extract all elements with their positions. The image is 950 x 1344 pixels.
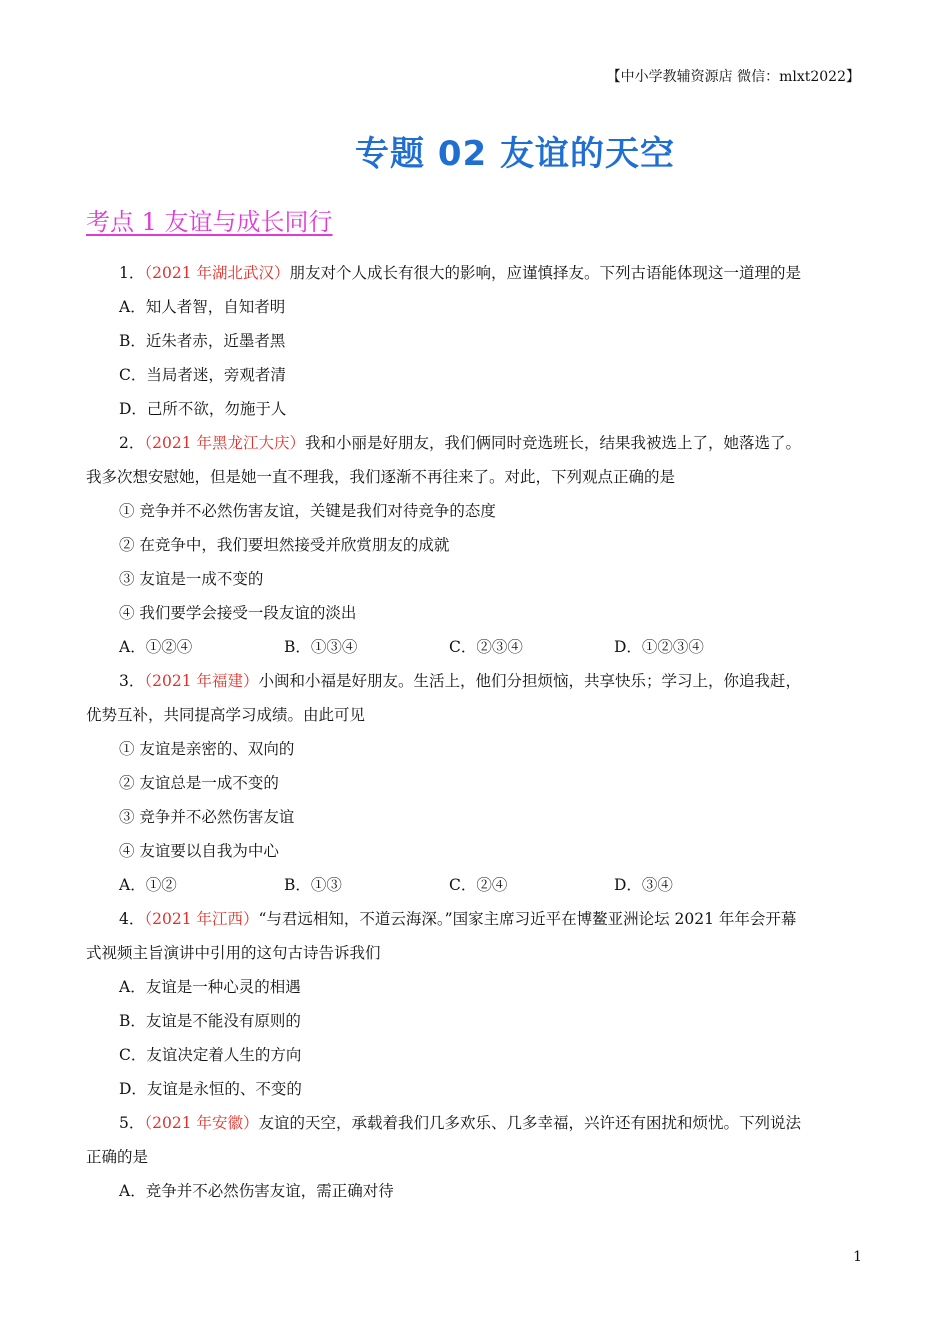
question-2-options: A．①②④ B．①③④ C．②③④ D．①②③④ xyxy=(119,638,704,656)
page-number: 1 xyxy=(853,1249,862,1265)
option-a: A．竞争并不必然伤害友谊，需正确对待 xyxy=(119,1182,394,1200)
statement-item: ③ 友谊是一成不变的 xyxy=(119,570,264,588)
statement-item: ① 友谊是亲密的、双向的 xyxy=(119,740,295,758)
statement-item: ② 在竞争中，我们要坦然接受并欣赏朋友的成就 xyxy=(119,536,450,554)
question-2-stem-cont: 我多次想安慰她，但是她一直不理我，我们逐渐不再往来了。对此，下列观点正确的是 xyxy=(86,468,676,486)
question-1-stem: 1．（2021 年湖北武汉）朋友对个人成长有很大的影响，应谨慎择友。下列古语能体现这一道理的是 xyxy=(119,264,802,282)
statement-item: ② 友谊总是一成不变的 xyxy=(119,774,279,792)
question-5-stem: 5．（2021 年安徽）友谊的天空，承载着我们几多欢乐、几多幸福，兴许还有困扰和烦忧。下列说法 xyxy=(119,1114,802,1132)
question-3-stem: 3．（2021 年福建）小闽和小福是好朋友。生活上，他们分担烦恼，共享快乐；学习上，你追我赶， xyxy=(119,672,802,690)
question-4-stem-cont: 式视频主旨演讲中引用的这句古诗告诉我们 xyxy=(86,944,381,962)
question-source: （2021 年湖北武汉） xyxy=(144,264,290,282)
section-title: 考点 1 友谊与成长同行 xyxy=(86,208,333,236)
header-note: 【中小学教辅资源店 微信：mlxt2022】 xyxy=(606,69,860,85)
option-c: C．友谊决定着人生的方向 xyxy=(119,1046,302,1064)
question-source: （2021 年福建） xyxy=(144,672,259,690)
question-source: （2021 年江西） xyxy=(144,910,259,928)
statement-item: ④ 我们要学会接受一段友谊的淡出 xyxy=(119,604,357,622)
option-d: D．友谊是永恒的、不变的 xyxy=(119,1080,302,1098)
option-a: A．友谊是一种心灵的相遇 xyxy=(119,978,301,996)
question-4-stem: 4．（2021 年江西）“与君远相知，不道云海深。”国家主席习近平在博鳌亚洲论坛 2021 年年会开幕 xyxy=(119,910,797,928)
question-3-stem-cont: 优势互补，共同提高学习成绩。由此可见 xyxy=(86,706,366,724)
option-d: D．己所不欲，勿施于人 xyxy=(119,400,287,418)
question-3-options: A．①② B．①③ C．②④ D．③④ xyxy=(119,876,673,894)
option-b: B．友谊是不能没有原则的 xyxy=(119,1012,301,1030)
question-source: （2021 年黑龙江大庆） xyxy=(144,434,305,452)
option-c: C．当局者迷，旁观者清 xyxy=(119,366,286,384)
statement-item: ④ 友谊要以自我为中心 xyxy=(119,842,279,860)
statement-item: ① 竞争并不必然伤害友谊，关键是我们对待竞争的态度 xyxy=(119,502,496,520)
question-5-stem-cont: 正确的是 xyxy=(86,1148,149,1166)
question-source: （2021 年安徽） xyxy=(144,1114,259,1132)
page-title: 专题 02 友谊的天空 xyxy=(355,134,675,174)
question-2-stem: 2．（2021 年黑龙江大庆）我和小丽是好朋友，我们俩同时竞选班长，结果我被选上了，她落选了。 xyxy=(119,434,802,452)
option-b: B．近朱者赤，近墨者黑 xyxy=(119,332,286,350)
question-list xyxy=(86,256,866,1208)
option-a: A．知人者智，自知者明 xyxy=(119,298,286,316)
statement-item: ③ 竞争并不必然伤害友谊 xyxy=(119,808,295,826)
